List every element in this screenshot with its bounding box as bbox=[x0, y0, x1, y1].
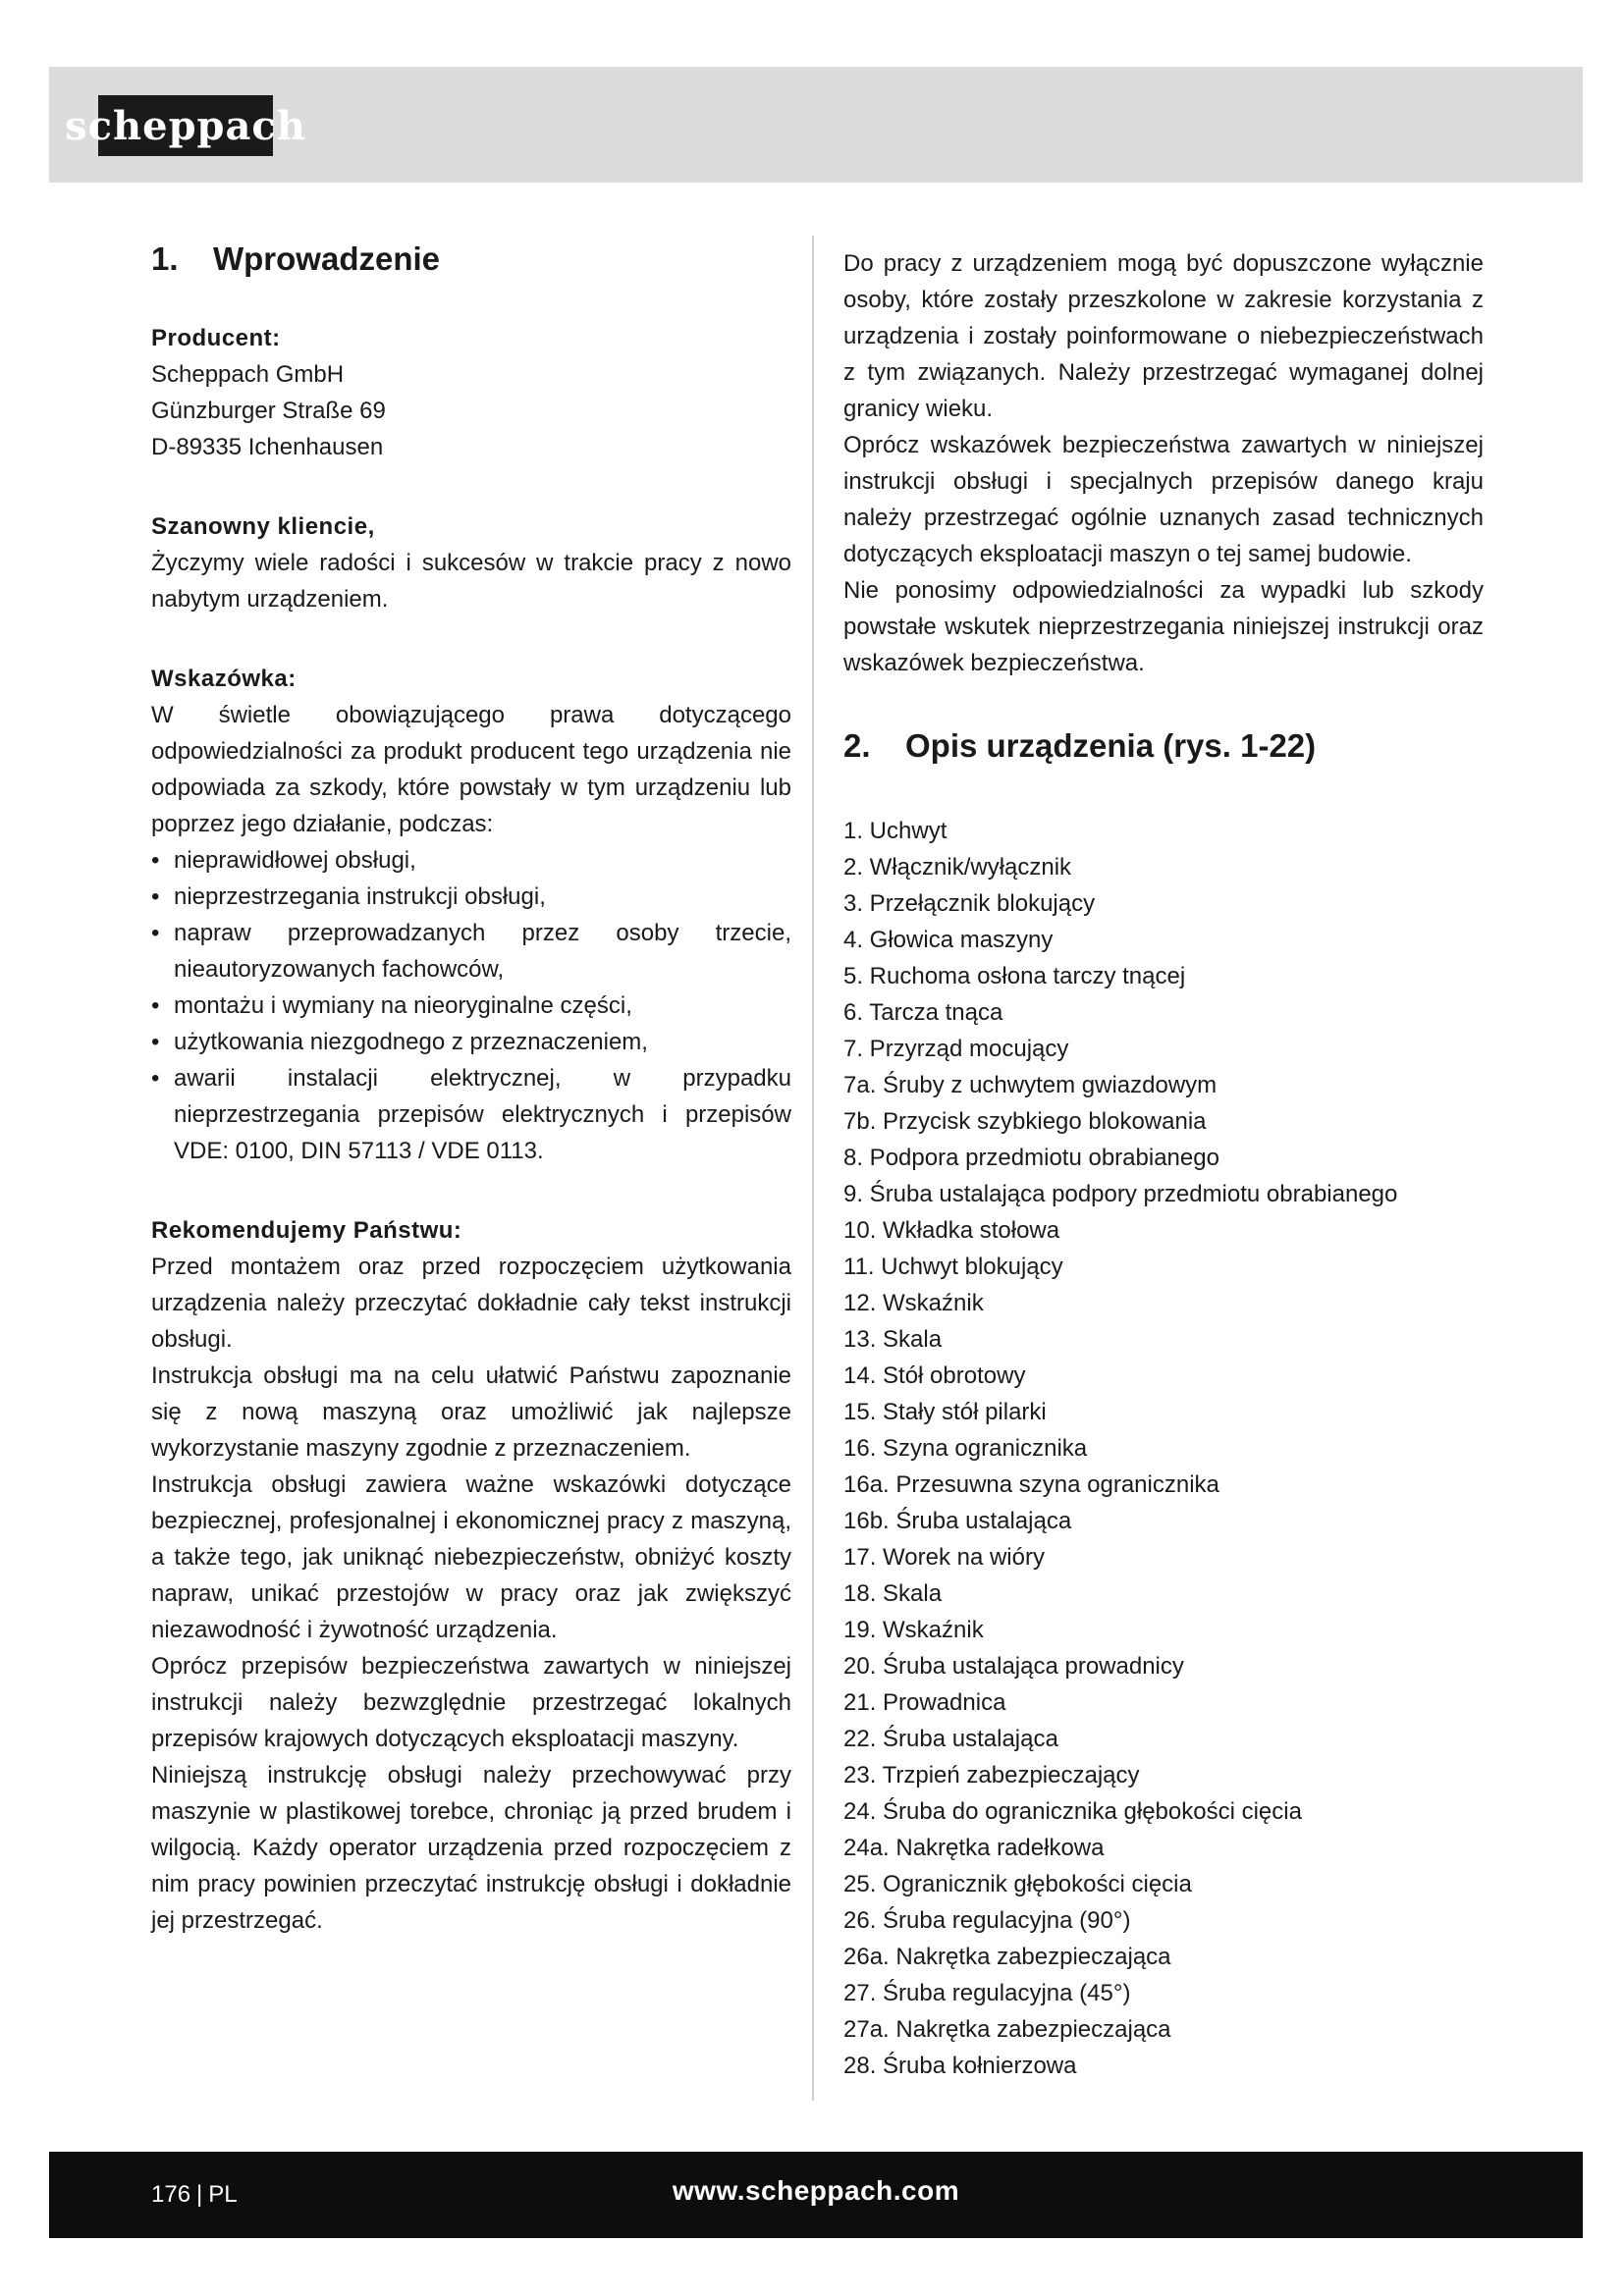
note-bullet: • użytkowania niezgodnego z przeznaczeniem, bbox=[151, 1024, 791, 1060]
producer-city: D-89335 Ichenhausen bbox=[151, 434, 384, 460]
part-item: 9. Śruba ustalająca podpory przedmiotu obrabianego bbox=[843, 1181, 1398, 1207]
operator-paragraph: Do pracy z urządzeniem mogą być dopuszczone wyłącznie osoby, które zostały przeszkolone w zakresie korzystania z urządzenia i zostały poinformowane o niebezpieczeństwach z tym związanych. Należy przestrzegać wymaganej dolnej granicy wieku. bbox=[843, 250, 1484, 422]
part-item: 26a. Nakrętka zabezpieczająca bbox=[843, 1944, 1171, 1970]
dear-customer-text: Życzymy wiele radości i sukcesów w trakcie pracy z nowo nabytym urządzeniem. bbox=[151, 550, 791, 613]
producer-street: Günzburger Straße 69 bbox=[151, 398, 386, 424]
note-bullet-list bbox=[151, 842, 791, 1169]
liability-paragraph: Nie ponosimy odpowiedzialności za wypadki lub szkody powstałe wskutek nieprzestrzegania niniejszej instrukcji oraz wskazówek bezpieczeństwa. bbox=[843, 577, 1484, 676]
part-item: 23. Trzpień zabezpieczający bbox=[843, 1762, 1140, 1789]
note-heading: Wskazówka: bbox=[151, 666, 297, 692]
part-item: 2. Włącznik/wyłącznik bbox=[843, 854, 1072, 881]
part-item: 14. Stół obrotowy bbox=[843, 1362, 1026, 1389]
part-item: 7b. Przycisk szybkiego blokowania bbox=[843, 1108, 1207, 1135]
recommend-heading: Rekomendujemy Państwu: bbox=[151, 1217, 462, 1244]
producer-block bbox=[151, 320, 791, 465]
language-code: PL bbox=[208, 2181, 238, 2208]
left-column bbox=[151, 238, 791, 1939]
page-number-value: 176 bbox=[151, 2181, 191, 2208]
recommend-paragraph: Instrukcja obsługi ma na celu ułatwić Państwu zapoznanie się z nową maszyną oraz umożliwić jak najlepsze wykorzystanie maszyny zgodnie z przeznaczeniem. bbox=[151, 1362, 791, 1462]
part-item: 24. Śruba do ogranicznika głębokości cięcia bbox=[843, 1798, 1302, 1825]
parts-list bbox=[843, 813, 1484, 2084]
part-item: 6. Tarcza tnąca bbox=[843, 999, 1003, 1026]
note-bullet: • montażu i wymiany na nieoryginalne części, bbox=[151, 988, 791, 1024]
part-item: 15. Stały stół pilarki bbox=[843, 1399, 1047, 1425]
recommend-paragraph: Oprócz przepisów bezpieczeństwa zawartych w niniejszej instrukcji należy bezwzględnie przestrzegać lokalnych przepisów krajowych dotyczących eksploatacji maszyny. bbox=[151, 1653, 791, 1752]
recommend-paragraph: Instrukcja obsługi zawiera ważne wskazówki dotyczące bezpiecznej, profesjonalnej i ekonomicznej pracy z maszyną, a także tego, jak uniknąć niebezpieczeństw, obniżyć koszty napraw, unikać przestojów w pracy oraz jak zwiększyć niezawodność i żywotność urządzenia. bbox=[151, 1471, 791, 1643]
section-2-title: Opis urządzenia (rys. 1-22) bbox=[905, 727, 1317, 764]
note-intro: W świetle obowiązującego prawa dotyczącego odpowiedzialności za produkt producent tego urządzenia nie odpowiada za szkody, które powstały w tym urządzeniu lub poprzez jego działanie, podczas: bbox=[151, 702, 791, 837]
footer-band bbox=[49, 2152, 1583, 2238]
note-bullet: • napraw przeprowadzanych przez osoby trzecie, nieautoryzowanych fachowców, bbox=[151, 915, 791, 988]
part-item: 22. Śruba ustalająca bbox=[843, 1726, 1058, 1752]
part-item: 16a. Przesuwna szyna ogranicznika bbox=[843, 1471, 1219, 1498]
part-item: 5. Ruchoma osłona tarczy tnącej bbox=[843, 963, 1186, 989]
note-bullet: • awarii instalacji elektrycznej, w przypadku nieprzestrzegania przepisów elektrycznych i przepisów VDE: 0100, DIN 57113 / VDE 0113. bbox=[151, 1060, 791, 1169]
part-item: 12. Wskaźnik bbox=[843, 1290, 984, 1316]
section-2-number: 2. bbox=[843, 727, 871, 764]
part-item: 26. Śruba regulacyjna (90°) bbox=[843, 1907, 1131, 1934]
part-item: 8. Podpora przedmiotu obrabianego bbox=[843, 1145, 1219, 1171]
part-item: 28. Śruba kołnierzowa bbox=[843, 2053, 1077, 2079]
section-2-heading bbox=[843, 724, 1484, 768]
header-band bbox=[49, 67, 1583, 183]
part-item: 13. Skala bbox=[843, 1326, 943, 1353]
part-item: 16. Szyna ogranicznika bbox=[843, 1435, 1088, 1462]
recommend-paragraph: Przed montażem oraz przed rozpoczęciem użytkowania urządzenia należy przeczytać dokładnie cały tekst instrukcji obsługi. bbox=[151, 1254, 791, 1353]
rules-paragraph: Oprócz wskazówek bezpieczeństwa zawartych w niniejszej instrukcji obsługi i specjalnych przepisów danego kraju należy przestrzegać ogólnie uznanych zasad technicznych dotyczących eksploatacji maszyn o tej samej budowie. bbox=[843, 432, 1484, 567]
column-divider bbox=[812, 236, 814, 2101]
part-item: 7a. Śruby z uchwytem gwiazdowym bbox=[843, 1072, 1218, 1098]
page-separator: | bbox=[196, 2181, 203, 2208]
part-item: 27. Śruba regulacyjna (45°) bbox=[843, 1980, 1131, 2006]
dear-customer-block bbox=[151, 508, 791, 617]
right-column bbox=[843, 245, 1484, 2084]
part-item: 3. Przełącznik blokujący bbox=[843, 890, 1096, 917]
part-item: 16b. Śruba ustalająca bbox=[843, 1508, 1072, 1534]
part-item: 25. Ogranicznik głębokości cięcia bbox=[843, 1871, 1192, 1897]
part-item: 10. Wkładka stołowa bbox=[843, 1217, 1060, 1244]
producer-heading: Producent: bbox=[151, 325, 281, 351]
part-item: 17. Worek na wióry bbox=[843, 1544, 1045, 1571]
part-item: 11. Uchwyt blokujący bbox=[843, 1254, 1063, 1280]
note-bullet: • nieprawidłowej obsługi, bbox=[151, 842, 791, 879]
section-1-number: 1. bbox=[151, 240, 179, 277]
part-item: 21. Prowadnica bbox=[843, 1689, 1006, 1716]
section-1-heading bbox=[151, 238, 791, 281]
dear-customer-heading: Szanowny kliencie, bbox=[151, 513, 375, 540]
recommend-paragraph: Niniejszą instrukcję obsługi należy przechowywać przy maszynie w plastikowej torebce, chroniąc ją przed brudem i wilgocią. Każdy operator urządzenia przed rozpoczęciem z nim pracy powinien przeczytać instrukcję obsługi i dokładnie jej przestrzegać. bbox=[151, 1762, 791, 1934]
part-item: 4. Głowica maszyny bbox=[843, 927, 1054, 953]
part-item: 24a. Nakrętka radełkowa bbox=[843, 1835, 1105, 1861]
website-link[interactable]: www.scheppach.com bbox=[672, 2175, 960, 2206]
recommend-block bbox=[151, 1212, 791, 1939]
part-item: 27a. Nakrętka zabezpieczająca bbox=[843, 2016, 1171, 2043]
scheppach-logo: scheppach bbox=[98, 95, 273, 156]
note-bullet: • nieprzestrzegania instrukcji obsługi, bbox=[151, 879, 791, 915]
note-block bbox=[151, 661, 791, 1169]
part-item: 7. Przyrząd mocujący bbox=[843, 1036, 1069, 1062]
part-item: 19. Wskaźnik bbox=[843, 1617, 984, 1643]
part-item: 20. Śruba ustalająca prowadnicy bbox=[843, 1653, 1184, 1680]
section-1-title: Wprowadzenie bbox=[213, 240, 441, 277]
part-item: 1. Uchwyt bbox=[843, 818, 947, 844]
producer-name: Scheppach GmbH bbox=[151, 361, 345, 388]
part-item: 18. Skala bbox=[843, 1580, 943, 1607]
